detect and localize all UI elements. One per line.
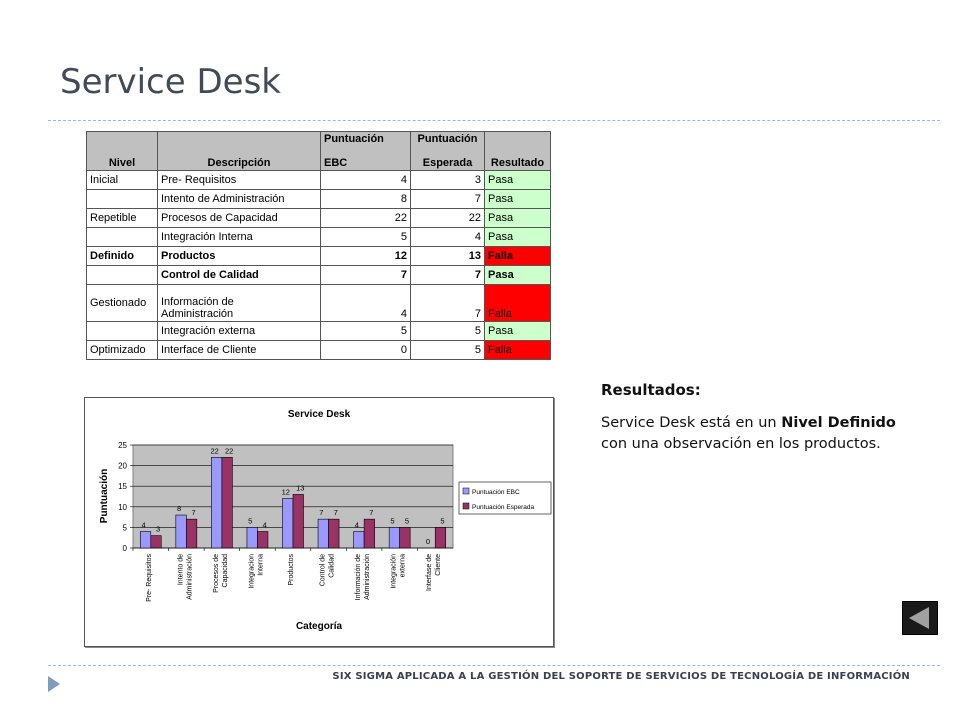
top-divider <box>48 120 940 121</box>
legend-label: Puntuación Esperada <box>472 504 535 511</box>
bar-ebc <box>283 499 294 548</box>
cell-resultado: Pasa <box>485 190 551 209</box>
cell-desc-line1: Información de <box>161 296 234 308</box>
x-category-label <box>355 554 371 600</box>
data-label: 3 <box>155 524 161 534</box>
cell-ebc: 8 <box>321 190 411 209</box>
cell-desc: Productos <box>158 247 321 266</box>
cell-desc: Integración Interna <box>158 228 321 247</box>
cell-resultado: Pasa <box>485 209 551 228</box>
bar-ebc <box>318 519 329 548</box>
x-category-label <box>426 554 442 591</box>
cell-resultado: Falla <box>485 247 551 266</box>
cell-nivel: Definido <box>87 247 158 266</box>
header-descripcion: Descripción <box>158 132 321 171</box>
cell-esperada: 3 <box>411 171 485 190</box>
table-row <box>87 341 551 360</box>
cell-desc: Integración externa <box>158 322 321 341</box>
x-category-label-line: Interna <box>257 554 265 576</box>
cell-resultado: Falla <box>485 285 551 322</box>
cell-desc: Control de Calidad <box>158 266 321 285</box>
x-category-label <box>248 554 264 589</box>
cell-ebc: 4 <box>321 285 411 322</box>
cell-nivel <box>87 322 158 341</box>
data-label: 22 <box>224 446 234 456</box>
data-label: 0 <box>425 537 431 546</box>
data-label: 13 <box>296 483 305 493</box>
x-category-label-line: Cliente <box>435 554 443 576</box>
x-category-label-line: Pre- Requisitos <box>145 554 153 602</box>
cell-ebc: 12 <box>321 247 411 266</box>
results-text-start: Service Desk está en un <box>601 415 782 431</box>
data-label: 7 <box>319 508 324 518</box>
data-label: 4 <box>141 520 146 530</box>
y-tick-label: 5 <box>122 523 127 533</box>
header-ebc-line1: Puntuación <box>324 133 384 145</box>
y-axis-title: Puntuación <box>99 468 110 524</box>
footer-text: SIX SIGMA APLICADA A LA GESTIÓN DEL SOPORTE DE SERVICIOS DE TECNOLOGÍA DE INFORMACIÓN <box>332 671 910 682</box>
bar-ebc <box>247 527 258 548</box>
header-resultado: Resultado <box>485 132 551 171</box>
y-tick-label: 0 <box>122 544 127 553</box>
x-category-label <box>213 554 229 593</box>
cell-desc: Pre- Requisitos <box>158 171 321 190</box>
header-esperada-line1: Puntuación <box>417 133 478 145</box>
cell-nivel <box>87 228 158 247</box>
bar-ebc <box>354 532 365 548</box>
x-category-label-line: Integracion <box>248 554 256 589</box>
header-ebc-line2: EBC <box>324 157 348 169</box>
data-label: 5 <box>440 516 445 526</box>
x-category-label-line: Integración <box>390 554 398 589</box>
y-tick-label: 25 <box>118 441 127 450</box>
cell-nivel: Inicial <box>87 171 158 190</box>
bar-esperada <box>257 532 268 548</box>
bar-esperada <box>364 519 375 548</box>
cell-ebc: 5 <box>321 322 411 341</box>
data-label: 5 <box>390 516 395 526</box>
cell-resultado: Pasa <box>485 171 551 190</box>
table-row <box>87 322 551 341</box>
bar-esperada <box>222 457 233 548</box>
previous-slide-button[interactable] <box>902 601 938 635</box>
chart-title: Service Desk <box>287 409 351 420</box>
cell-esperada: 7 <box>411 266 485 285</box>
table-row <box>87 285 551 322</box>
bottom-divider <box>48 665 940 666</box>
results-table <box>86 131 551 360</box>
data-label: 7 <box>369 508 374 518</box>
bar-ebc <box>389 527 400 548</box>
table-row <box>87 171 551 190</box>
header-ebc <box>321 132 411 171</box>
x-category-label-line: Productos <box>288 554 295 586</box>
x-category-label-line: Calidad <box>328 554 336 578</box>
bar-esperada <box>151 536 162 548</box>
table-row <box>87 266 551 285</box>
cell-esperada: 5 <box>411 322 485 341</box>
results-text-level: Nivel Definido <box>781 415 896 431</box>
bar-ebc <box>211 457 222 548</box>
x-category-label-line: Información de <box>355 554 363 601</box>
table-row <box>87 209 551 228</box>
results-heading: Resultados: <box>601 381 701 399</box>
cell-esperada: 7 <box>411 285 485 322</box>
bar-esperada <box>400 527 411 548</box>
bullet-arrow-icon <box>48 676 60 692</box>
cell-ebc: 5 <box>321 228 411 247</box>
table-row <box>87 247 551 266</box>
table-row <box>87 190 551 209</box>
cell-esperada: 22 <box>411 209 485 228</box>
chart-container <box>84 397 554 647</box>
table-row <box>87 228 551 247</box>
y-tick-label: 15 <box>118 482 127 492</box>
cell-ebc: 0 <box>321 341 411 360</box>
x-category-label <box>391 554 407 589</box>
cell-ebc: 4 <box>321 171 411 190</box>
x-category-label-line: Interfase de <box>426 554 434 591</box>
cell-nivel <box>87 190 158 209</box>
header-esperada <box>411 132 485 171</box>
header-nivel: Nivel <box>87 132 158 171</box>
bar-esperada <box>329 519 340 548</box>
bar-esperada <box>186 519 197 548</box>
legend-label: Puntuación EBC <box>472 489 520 496</box>
data-label: 7 <box>191 508 196 518</box>
x-category-label-line: externa <box>399 554 407 578</box>
header-esperada-line2: Esperada <box>422 157 473 169</box>
cell-resultado: Falla <box>485 341 551 360</box>
table-header-row <box>87 132 551 171</box>
x-category-label-line: Intento de <box>177 554 185 586</box>
cell-ebc: 22 <box>321 209 411 228</box>
cell-nivel: Optimizado <box>87 341 158 360</box>
cell-esperada: 5 <box>411 341 485 360</box>
data-label: 22 <box>210 446 219 456</box>
x-category-label-line: Administración <box>186 554 194 600</box>
cell-ebc: 7 <box>321 266 411 285</box>
data-label: 7 <box>333 508 338 518</box>
cell-esperada: 13 <box>411 247 485 266</box>
data-label: 12 <box>281 487 290 497</box>
cell-resultado: Pasa <box>485 266 551 285</box>
x-category-label <box>177 554 193 600</box>
cell-nivel <box>87 266 158 285</box>
x-category-label-line: Capacidad <box>221 554 229 588</box>
x-category-label <box>288 554 295 586</box>
cell-desc-line2: Administración <box>161 308 234 320</box>
cell-desc: Intento de Administración <box>158 190 321 209</box>
cell-nivel: Gestionado <box>87 285 158 322</box>
cell-resultado: Pasa <box>485 228 551 247</box>
slide-title: Service Desk <box>60 62 281 102</box>
bar-esperada <box>435 527 446 548</box>
data-label: 8 <box>176 504 182 514</box>
x-category-label-line: Control de <box>319 554 327 587</box>
data-label: 5 <box>404 516 410 526</box>
data-label: 5 <box>248 516 253 526</box>
x-category-label-line: Administración <box>364 554 372 600</box>
bar-chart <box>85 398 553 646</box>
cell-desc: Procesos de Capacidad <box>158 209 321 228</box>
cell-resultado: Pasa <box>485 322 551 341</box>
cell-esperada: 4 <box>411 228 485 247</box>
x-category-label <box>320 554 336 586</box>
back-arrow-icon <box>909 607 929 629</box>
cell-desc <box>158 285 321 322</box>
x-category-label-line: Procesos de <box>212 554 220 593</box>
y-tick-label: 20 <box>118 461 127 471</box>
legend-swatch-ebc <box>463 488 469 494</box>
bar-ebc <box>140 532 151 548</box>
legend-swatch-esperada <box>463 503 469 509</box>
cell-desc: Interface de Cliente <box>158 341 321 360</box>
y-tick-label: 10 <box>118 502 127 512</box>
data-label: 4 <box>262 520 267 530</box>
cell-nivel: Repetible <box>87 209 158 228</box>
x-category-label <box>146 554 153 602</box>
results-text <box>601 413 921 455</box>
bar-ebc <box>176 515 187 548</box>
x-axis-title: Categoría <box>295 621 343 632</box>
results-text-end: con una observación en los productos. <box>601 436 881 452</box>
data-label: 4 <box>354 520 359 530</box>
cell-esperada: 7 <box>411 190 485 209</box>
bar-esperada <box>293 494 304 548</box>
